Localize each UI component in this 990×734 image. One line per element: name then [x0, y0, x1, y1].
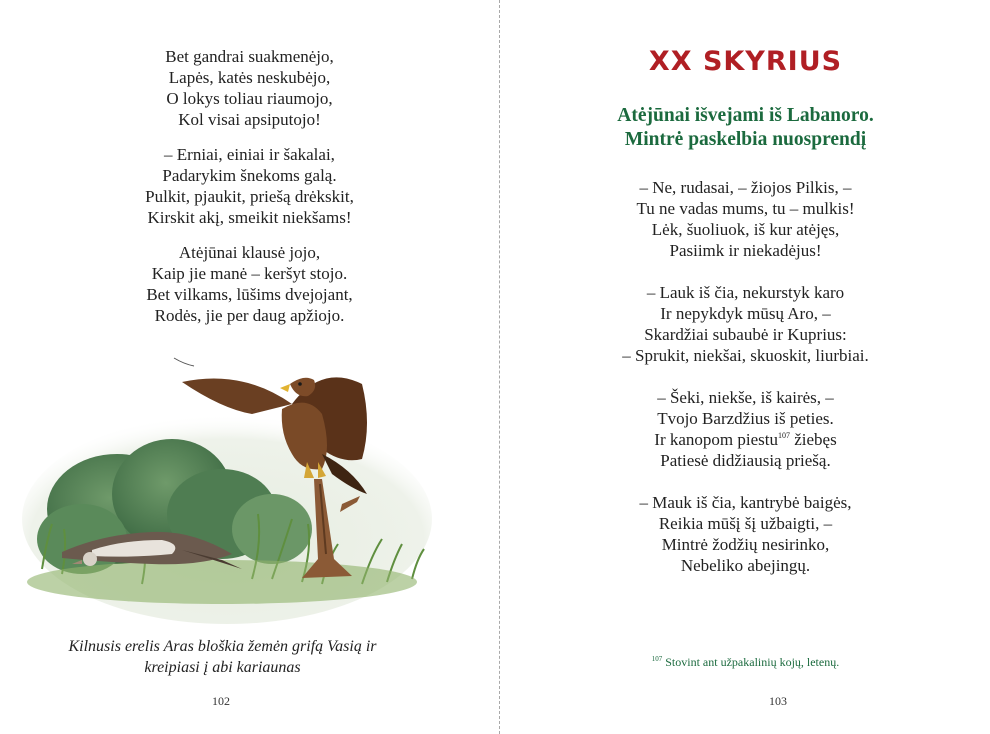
poem-line: – Ne, rudasai, – žiojos Pilkis, –: [639, 178, 852, 197]
chapter-subtitle: [501, 104, 990, 152]
right-poem: [501, 177, 990, 597]
line-text: žiebęs: [789, 430, 837, 449]
subtitle-line: Atėjūnai išvejami iš Labanoro.: [617, 105, 874, 126]
stanza: [501, 387, 990, 471]
poem-line: Tu ne vadas mums, tu – mulkis!: [636, 199, 855, 218]
poem-line: Reikia mūšį šį užbaigti, –: [658, 514, 833, 533]
poem-line: Kol visai apsiputojo!: [178, 110, 321, 129]
poem-line: – Erniai, einiai ir šakalai,: [164, 145, 335, 164]
poem-line: – Lauk iš čia, nekurstyk karo: [646, 283, 845, 302]
poem-line: – Sprukit, niekšai, skuoskit, liurbiai.: [622, 346, 869, 365]
poem-line: Kirskit akį, smeikit niekšams!: [147, 208, 352, 227]
poem-line: – Mauk iš čia, kantrybė baigės,: [639, 493, 852, 512]
footnote-ref[interactable]: 107: [777, 431, 790, 440]
stanza: [501, 177, 990, 261]
stanza: [0, 242, 499, 326]
page-number: 102: [212, 694, 230, 708]
chapter-title: XX SKYRIUS: [648, 46, 843, 77]
footnote: [501, 655, 990, 670]
poem-line: Bet vilkams, lūšims dvejojant,: [146, 285, 353, 304]
caption-line: Kilnusis erelis Aras bloškia žemėn grifą Vasią ir: [68, 638, 377, 655]
feather-mark: [174, 358, 194, 366]
poem-line: – Šeki, niekše, iš kairės, –: [657, 388, 834, 407]
poem-line: Nebeliko abejingų.: [680, 556, 811, 575]
poem-line: Rodės, jie per daug apžiojo.: [154, 306, 345, 325]
subtitle-line: Mintrė paskelbia nuosprendį: [624, 129, 867, 150]
left-poem: [0, 46, 499, 340]
footnote-marker: 107: [651, 655, 663, 663]
poem-line: Skardžiai subaubė ir Kuprius:: [644, 325, 847, 344]
poem-line: Patiesė didžiausią priešą.: [660, 451, 831, 470]
caption-line: kreipiasi į abi kariaunas: [144, 659, 301, 676]
line-text: Ir kanopom piestu: [654, 430, 778, 449]
poem-line: Pulkit, pjaukit, priešą drėkskit,: [145, 187, 354, 206]
footnote-text: Stovint ant užpakalinių kojų, letenų.: [665, 655, 840, 669]
poem-line: Tvojo Barzdžius iš peties.: [657, 409, 834, 428]
poem-line: Lėk, šuoliuok, iš kur atėjęs,: [651, 220, 840, 239]
poem-line: Pasiimk ir niekadėjus!: [669, 241, 822, 260]
poem-line: Lapės, katės neskubėjo,: [168, 68, 331, 87]
poem-line: Padarykim šnekoms galą.: [162, 166, 337, 185]
ground: [27, 560, 417, 604]
stanza: [0, 144, 499, 228]
poem-line: Bet gandrai suakmenėjo,: [165, 47, 334, 66]
poem-line: Kaip jie manė – keršyt stojo.: [151, 264, 348, 283]
eagle-illustration: [22, 354, 434, 624]
page-number: 103: [769, 694, 787, 708]
poem-line: Atėjūnai klausė jojo,: [178, 243, 321, 262]
poem-line: Ir nepykdyk mūsų Aro, –: [660, 304, 831, 323]
right-page: [501, 0, 990, 734]
poem-line-with-footnote: [501, 429, 990, 450]
poem-line: Mintrė žodžių nesirinko,: [661, 535, 830, 554]
poem-line: O lokys toliau riaumojo,: [166, 89, 333, 108]
stanza: [501, 492, 990, 576]
stanza: [0, 46, 499, 130]
page-gutter: [499, 0, 500, 734]
stanza: [501, 282, 990, 366]
image-caption: [40, 636, 405, 678]
